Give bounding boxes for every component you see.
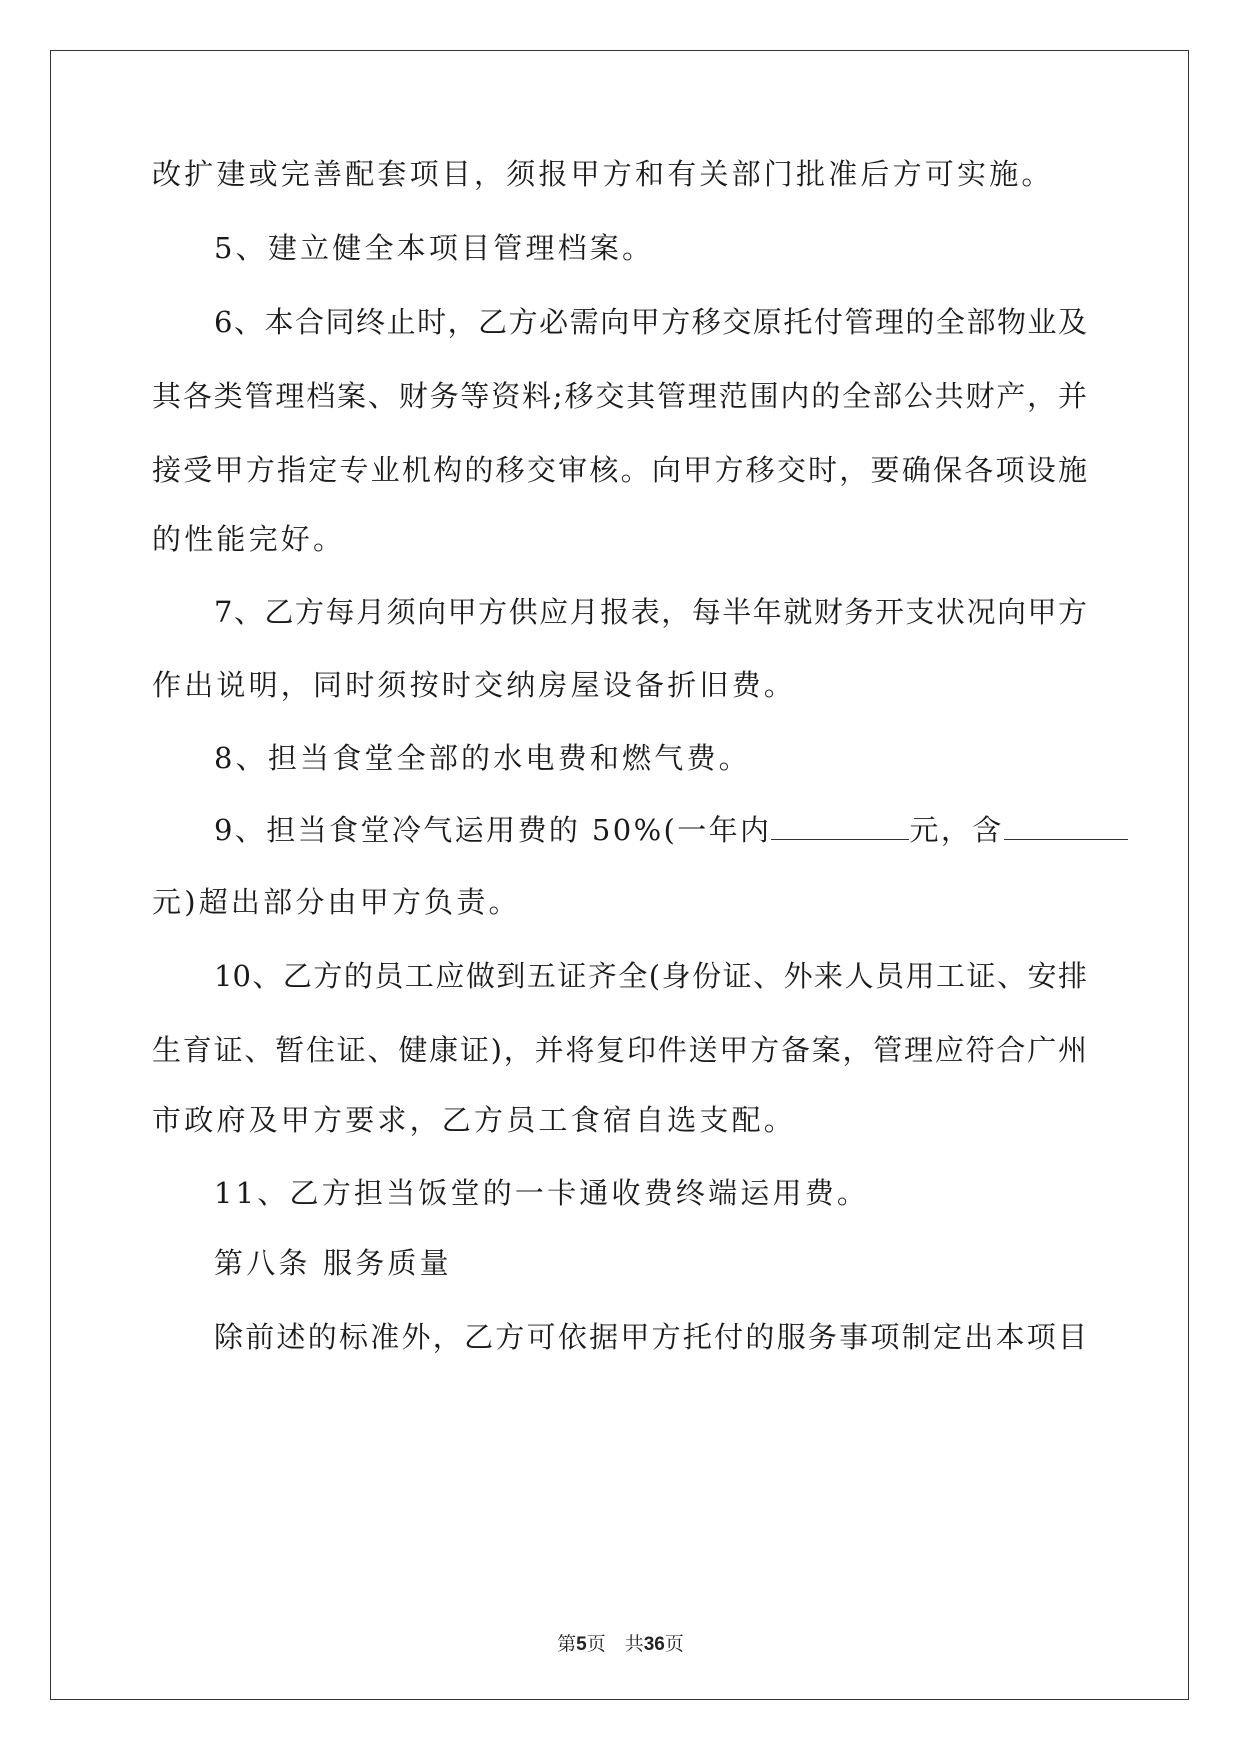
page-prefix: 第 <box>557 1634 577 1655</box>
page-number: 5 <box>576 1634 587 1655</box>
paragraph-line-with-blanks <box>214 812 1128 848</box>
paragraph-line: 10、乙方的员工应做到五证齐全(身份证、外来人员用工证、安排 <box>214 959 1087 993</box>
fill-blank <box>1004 813 1128 840</box>
total-pages: 36 <box>643 1634 665 1655</box>
page-suffix: 页 <box>586 1634 606 1655</box>
paragraph-line: 7、乙方每月须向甲方供应月报表，每半年就财务开支状况向甲方 <box>214 595 1087 629</box>
total-suffix: 页 <box>664 1634 684 1655</box>
paragraph-line: 除前述的标准外，乙方可依据甲方托付的服务事项制定出本项目 <box>214 1320 1087 1354</box>
paragraph-line: 接受甲方指定专业机构的移交审核。向甲方移交时，要确保各项设施 <box>152 453 1087 487</box>
fill-blank <box>771 813 909 840</box>
page-border <box>50 50 1189 1700</box>
section-heading: 第八条 服务质量 <box>214 1246 452 1280</box>
paragraph-line: 生育证、暂住证、健康证)，并将复印件送甲方备案，管理应符合广州 <box>152 1033 1087 1067</box>
paragraph-line: 8、担当食堂全部的水电费和燃气费。 <box>214 741 751 775</box>
paragraph-line: 市政府及甲方要求，乙方员工食宿自选支配。 <box>152 1103 797 1137</box>
paragraph-line: 元)超出部分由甲方负责。 <box>152 885 521 919</box>
paragraph-line: 作出说明，同时须按时交纳房屋设备折旧费。 <box>152 668 797 702</box>
line-text: 元，含 <box>909 813 1004 847</box>
paragraph-line: 其各类管理档案、财务等资料;移交其管理范围内的全部公共财产，并 <box>152 379 1087 413</box>
paragraph-line: 5、建立健全本项目管理档案。 <box>214 231 655 265</box>
paragraph-line: 的性能完好。 <box>152 522 346 556</box>
page-footer <box>0 1629 1241 1656</box>
total-prefix: 共 <box>624 1634 644 1655</box>
paragraph-line: 6、本合同终止时，乙方必需向甲方移交原托付管理的全部物业及 <box>214 305 1087 339</box>
line-text: 9、担当食堂冷气运用费的 50%(一年内 <box>214 813 772 847</box>
paragraph-line: 11、乙方担当饭堂的一卡通收费终端运用费。 <box>214 1176 870 1210</box>
paragraph-line: 改扩建或完善配套项目，须报甲方和有关部门批准后方可实施。 <box>152 157 1054 191</box>
